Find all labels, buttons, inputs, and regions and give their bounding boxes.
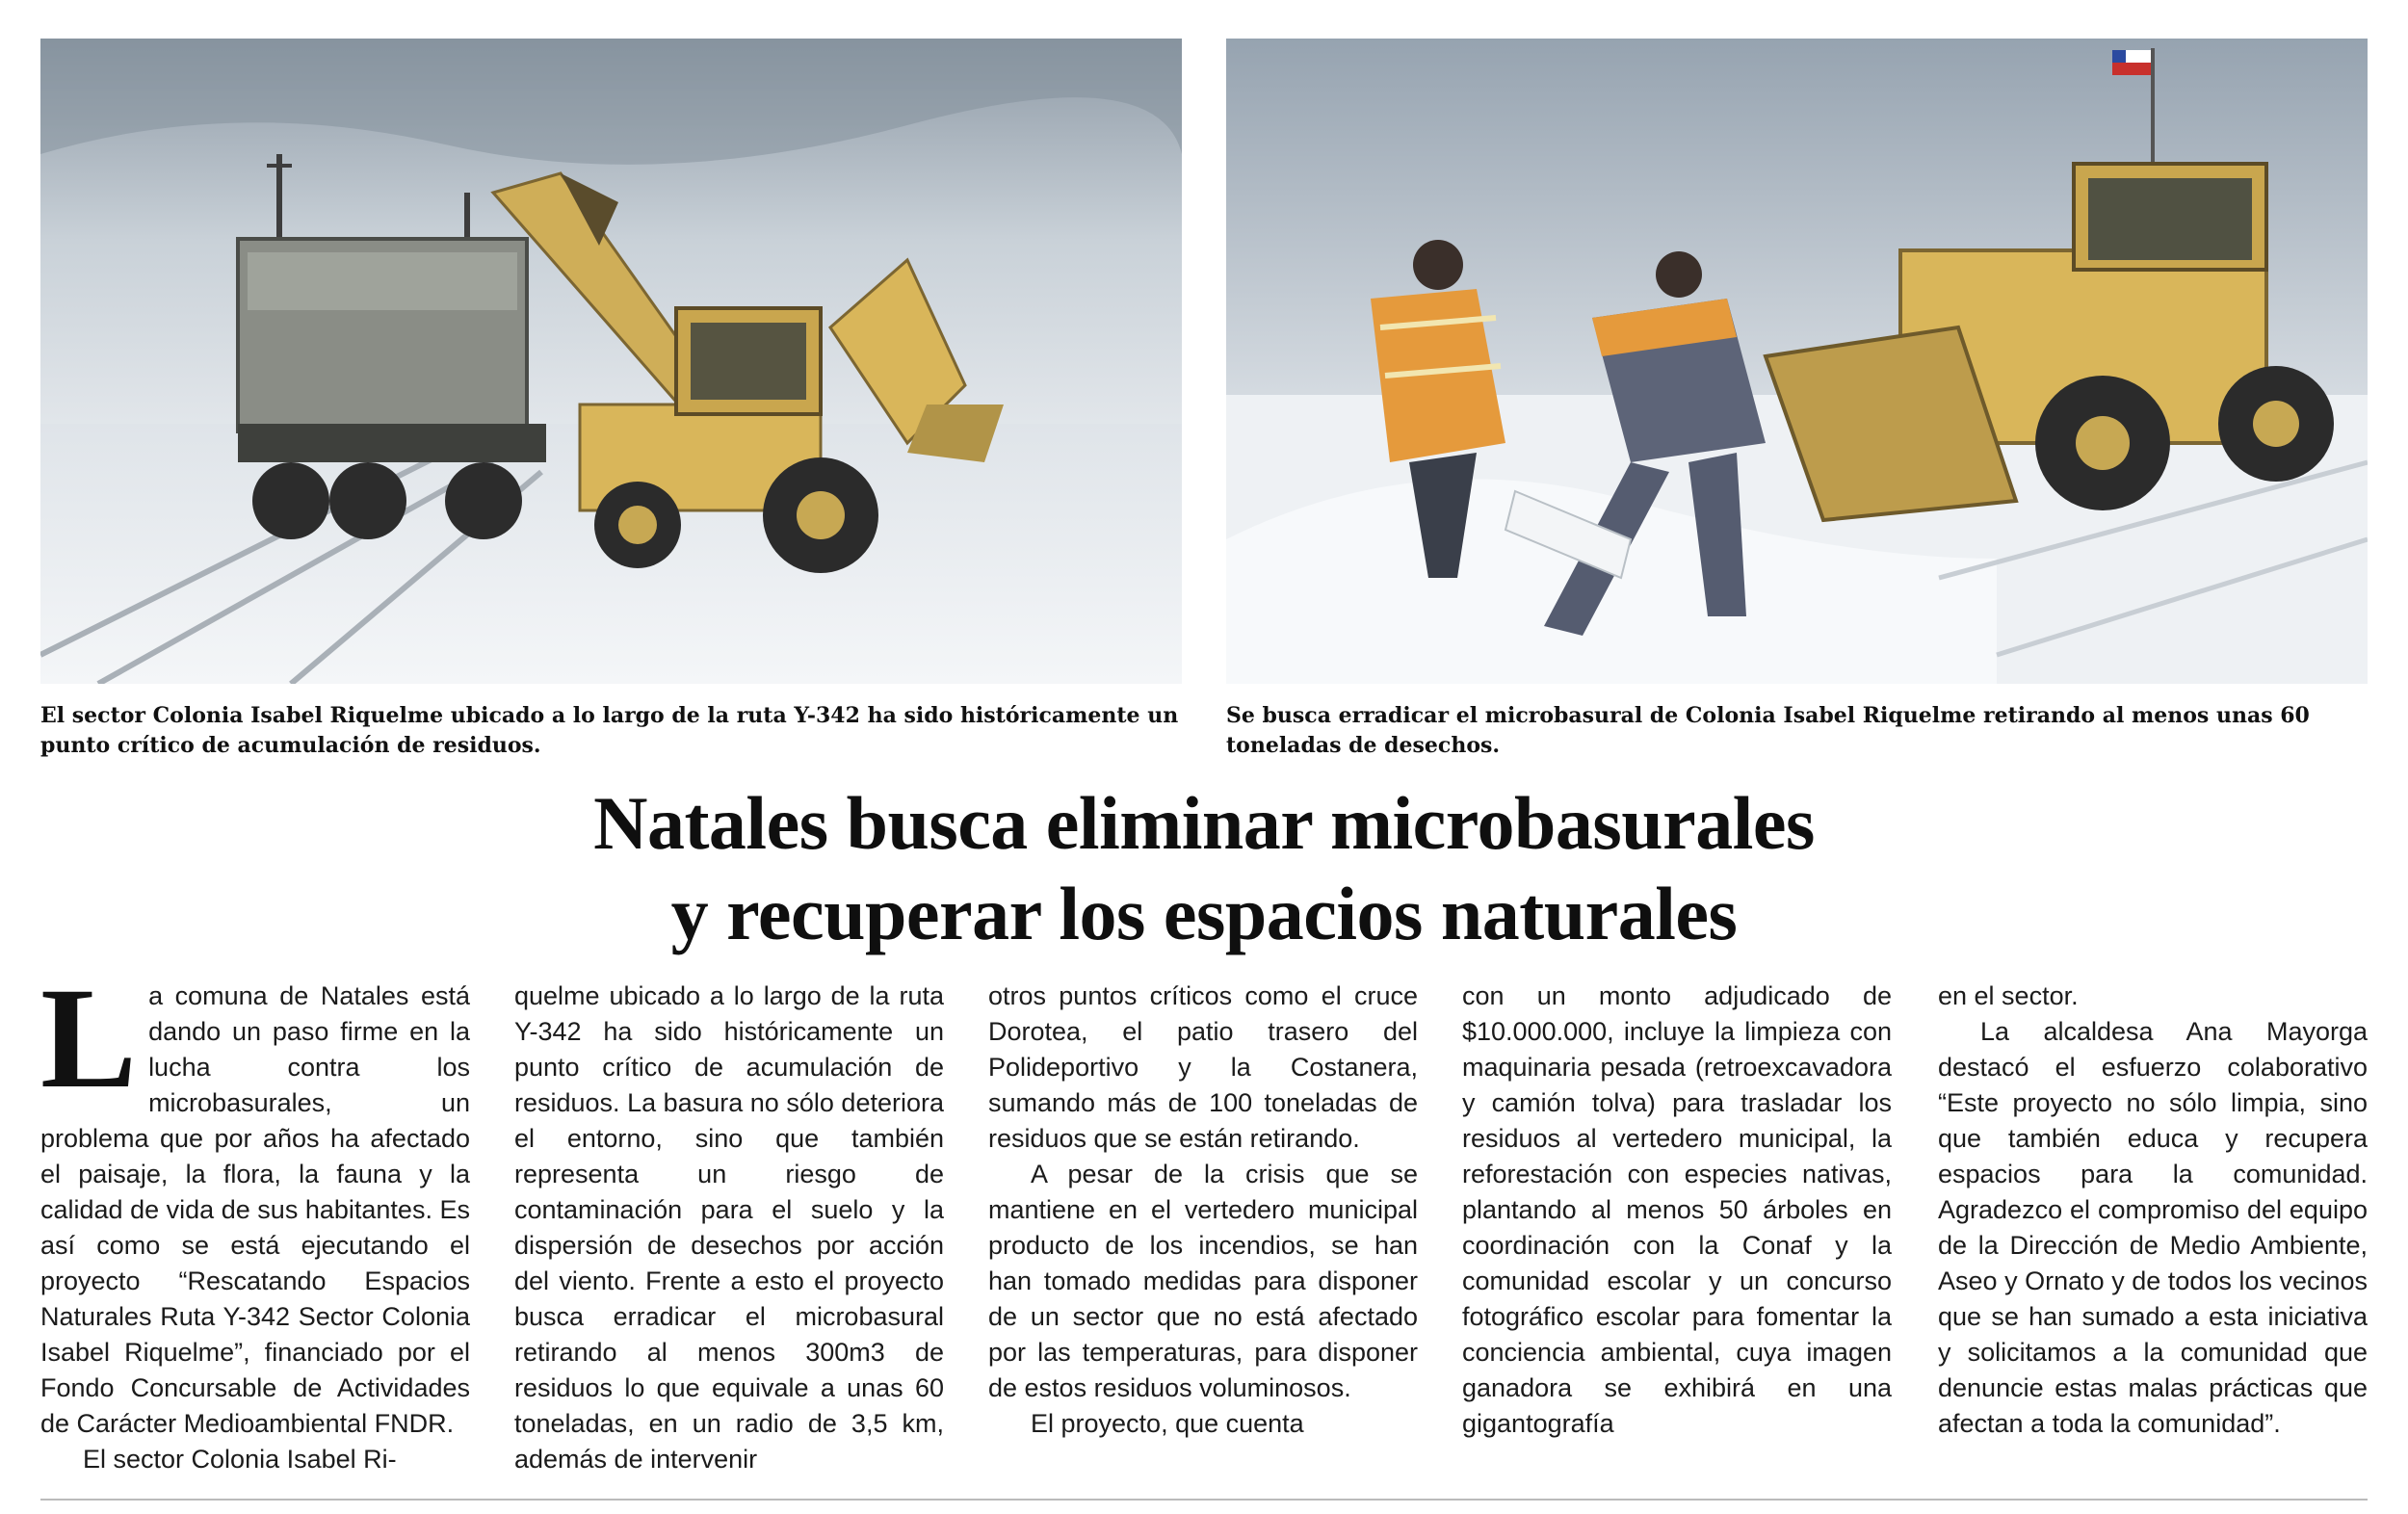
article-paragraph: A pesar de la crisis que se mantiene en el vertedero municipal producto de los incendios, se han han tomado medidas para disponer de un sector que no está afectado por las temperaturas, para disponer de estos residuos voluminosos. xyxy=(988,1160,1418,1402)
bottom-rule xyxy=(40,1499,2368,1501)
article-paragraph: El proyecto, que cuenta xyxy=(1031,1409,1304,1438)
article-paragraph: quelme ubicado a lo largo de la ruta Y-342 ha sido históricamente un punto crítico de acumulación de residuos. La basura no sólo deteriora el entorno, sino que también representa un riesgo de contaminación para el suelo y la dispersión de desechos por acción del viento. Frente a esto el proyecto busca erradicar el microbasural retirando al menos 300m3 de residuos lo que equivale a unas 60 toneladas, en un radio de 3,5 km, además de intervenir xyxy=(514,981,944,1474)
article-paragraph: otros puntos críticos como el cruce Dorotea, el patio trasero del Polideportivo y la Costanera, sumando más de 100 toneladas de residuos que se están retirando. xyxy=(988,981,1418,1153)
photo-workers-and-loader-image xyxy=(1226,39,2368,684)
article-paragraph: en el sector. xyxy=(1938,981,2079,1010)
drop-cap: L xyxy=(40,979,138,1118)
photo-truck-and-backhoe xyxy=(40,39,1182,684)
article-paragraph: con un monto adjudicado de $10.000.000, incluye la limpieza con maquinaria pesada (retroexcavadora y camión tolva) para trasladar los residuos al vertedero municipal, la reforestación con especies nativas, plantando al menos 50 árboles en coordinación con la Conaf y la comunidad escolar y un concurso fotográfico escolar para fomentar la conciencia ambiental, cuya imagen ganadora se exhibirá en una gigantografía xyxy=(1462,981,1892,1438)
article-paragraph: La alcaldesa Ana Mayorga destacó el esfuerzo colaborativo “Este proyecto no sólo limpia, sino que también educa y recupera espacios para la comunidad. Agradezco el compromiso del equipo de la Dirección de Medio Ambiente, Aseo y Ornato y de todos los vecinos que se han sumado a esta iniciativa y solicitamos a la comunidad que denuncie estas malas prácticas que afectan a toda la comunidad”. xyxy=(1938,1017,2368,1438)
article-column-2 xyxy=(514,979,944,1485)
headline-line-2: y recuperar los espacios naturales xyxy=(670,872,1738,955)
article-column-1 xyxy=(40,979,470,1485)
article-column-3 xyxy=(988,979,1418,1485)
article-paragraph: a comuna de Natales está dando un paso firme en la lucha contra los microbasurales, un problema que por años ha afectado el paisaje, la flora, la fauna y la calidad de vida de sus habitantes. Es así como se está ejecutando el proyecto “Rescatando Espacios Naturales Ruta Y-342 Sector Colonia Isabel Riquelme”, financiado por el Fondo Concursable de Actividades de Carácter Medioambiental FNDR. xyxy=(40,981,470,1438)
article-column-4 xyxy=(1462,979,1892,1485)
photo-truck-and-backhoe-image xyxy=(40,39,1182,684)
article-column-5 xyxy=(1938,979,2368,1485)
article-paragraph: El sector Colonia Isabel Ri- xyxy=(83,1445,397,1474)
photo-workers-and-loader xyxy=(1226,39,2368,684)
headline-line-1: Natales busca eliminar microbasurales xyxy=(593,781,1815,865)
photo-caption-right: Se busca erradicar el microbasural de Colonia Isabel Riquelme retirando al menos unas 60 toneladas de desechos. xyxy=(1226,703,2310,758)
photo-caption-left: El sector Colonia Isabel Riquelme ubicado a lo largo de la ruta Y-342 ha sido históricamente un punto crítico de acumulación de residuos. xyxy=(40,703,1179,758)
